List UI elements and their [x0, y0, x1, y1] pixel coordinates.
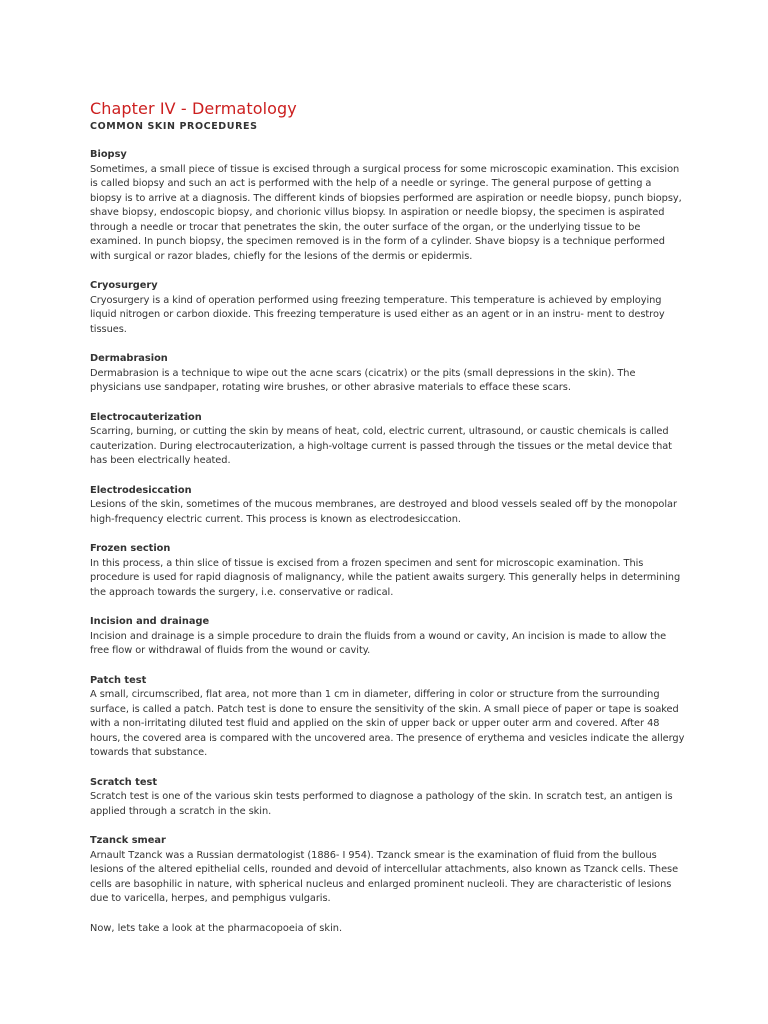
section-body: Cryosurgery is a kind of operation performed using freezing temperature. This temperature is achieved by employing liquid nitrogen or carbon dioxide. This freezing temperature is used either as an agent or in an instru- ment to destroy tissues.	[90, 294, 665, 335]
section-dermabrasion	[90, 352, 686, 396]
section-tzanck-smear	[90, 834, 686, 907]
section-heading: Incision and drainage	[90, 616, 210, 627]
section-body: Scarring, burning, or cutting the skin by means of heat, cold, electric current, ultrasound, or caustic chemicals is called cauterization. During electrocauterization, a high-voltage current is passed through the tissues or the metal device that has been electrically heated.	[90, 426, 672, 466]
section-patch-test	[90, 674, 686, 761]
chapter-subtitle: COMMON SKIN PROCEDURES	[90, 121, 258, 132]
section-body: In this process, a thin slice of tissue is excised from a frozen specimen and sent for microscopic examination. This procedure is used for rapid diagnosis of malignancy, while the patient awaits surgery. This generally helps in determining the approach towards the surgery, i.e. conservative or radical.	[90, 557, 681, 598]
section-heading: Cryosurgery	[90, 280, 158, 291]
section-heading: Scratch test	[90, 776, 158, 788]
chapter-title: Chapter IV - Dermatology	[90, 99, 297, 118]
section-body: Scratch test is one of the various skin tests performed to diagnose a pathology of the skin. In scratch test, an antigen is applied through a scratch in the skin.	[90, 791, 673, 817]
section-incision-and-drainage	[90, 615, 686, 659]
section-cryosurgery	[90, 279, 686, 337]
section-heading: Frozen section	[90, 543, 171, 554]
section-electrocauterization	[90, 411, 686, 469]
section-body: Arnault Tzanck was a Russian dermatologist (1886- I 954). Tzanck smear is the examination of fluid from the bullous lesions of the altered epithelial cells, rounded and devoid of intercellular attachments, also known as Tzanck cells. These cells are basophilic in nature, with spherical nucleus and enlarged prominent nucleoli. They are characteristic of lesions due to varicella, herpes, and pemphigus vulgaris.	[90, 849, 679, 904]
section-heading: Biopsy	[90, 149, 127, 160]
section-frozen-section	[90, 542, 686, 600]
closing-sentence: Now, lets take a look at the pharmacopoeia of skin.	[90, 922, 343, 934]
section-heading: Patch test	[90, 674, 147, 686]
section-body: A small, circumscribed, flat area, not more than 1 cm in diameter, differing in color or structure from the surrounding surface, is called a patch. Patch test is done to ensure the sensitivity of the skin. A small piece of paper or tape is soaked with a non-irritating diluted test fluid and applied on the skin of upper back or upper outer arm and covered. After 48 hours, the covered area is compared with the uncovered area. The presence of erythema and vesicles indicate the allergy towards that substance.	[90, 689, 685, 758]
section-body: Lesions of the skin, sometimes of the mucous membranes, are destroyed and blood vessels sealed off by the monopolar high-frequency electric current. This process is known as electrodesiccation.	[90, 499, 677, 525]
section-heading: Electrodesiccation	[90, 484, 192, 496]
section-electrodesiccation	[90, 484, 686, 528]
section-body: Incision and drainage is a simple procedure to drain the fluids from a wound or cavity, An incision is made to allow the free flow or withdrawal of fluids from the wound or cavity.	[90, 630, 667, 656]
section-body: Sometimes, a small piece of tissue is excised through a surgical process for some microscopic examination. This excision is called biopsy and such an act is performed with the help of a needle or syringe. The general purpose of getting a biopsy is to arrive at a diagnosis. The different kinds of biopsies performed are aspiration or needle biopsy, punch biopsy, shave biopsy, endoscopic biopsy, and chorionic villus biopsy. In aspiration or needle biopsy, the specimen is aspirated through a needle or trocar that penetrates the skin, the outer surface of the organ, or the underlying tissue to be examined. In punch biopsy, the specimen removed is in the form of a cylinder. Shave biopsy is a technique performed with surgical or razor blades, chiefly for the lesions of the dermis or epidermis.	[90, 163, 682, 262]
section-heading: Dermabrasion	[90, 353, 168, 364]
section-heading: Tzanck smear	[90, 835, 166, 846]
section-heading: Electrocauterization	[90, 411, 202, 423]
section-body: Dermabrasion is a technique to wipe out the acne scars (cicatrix) or the pits (small depressions in the skin). The physicians use sandpaper, rotating wire brushes, or other abrasive materials to efface these scars.	[90, 367, 636, 393]
section-biopsy	[90, 148, 686, 264]
section-scratch-test	[90, 776, 686, 820]
document-page	[90, 98, 686, 936]
